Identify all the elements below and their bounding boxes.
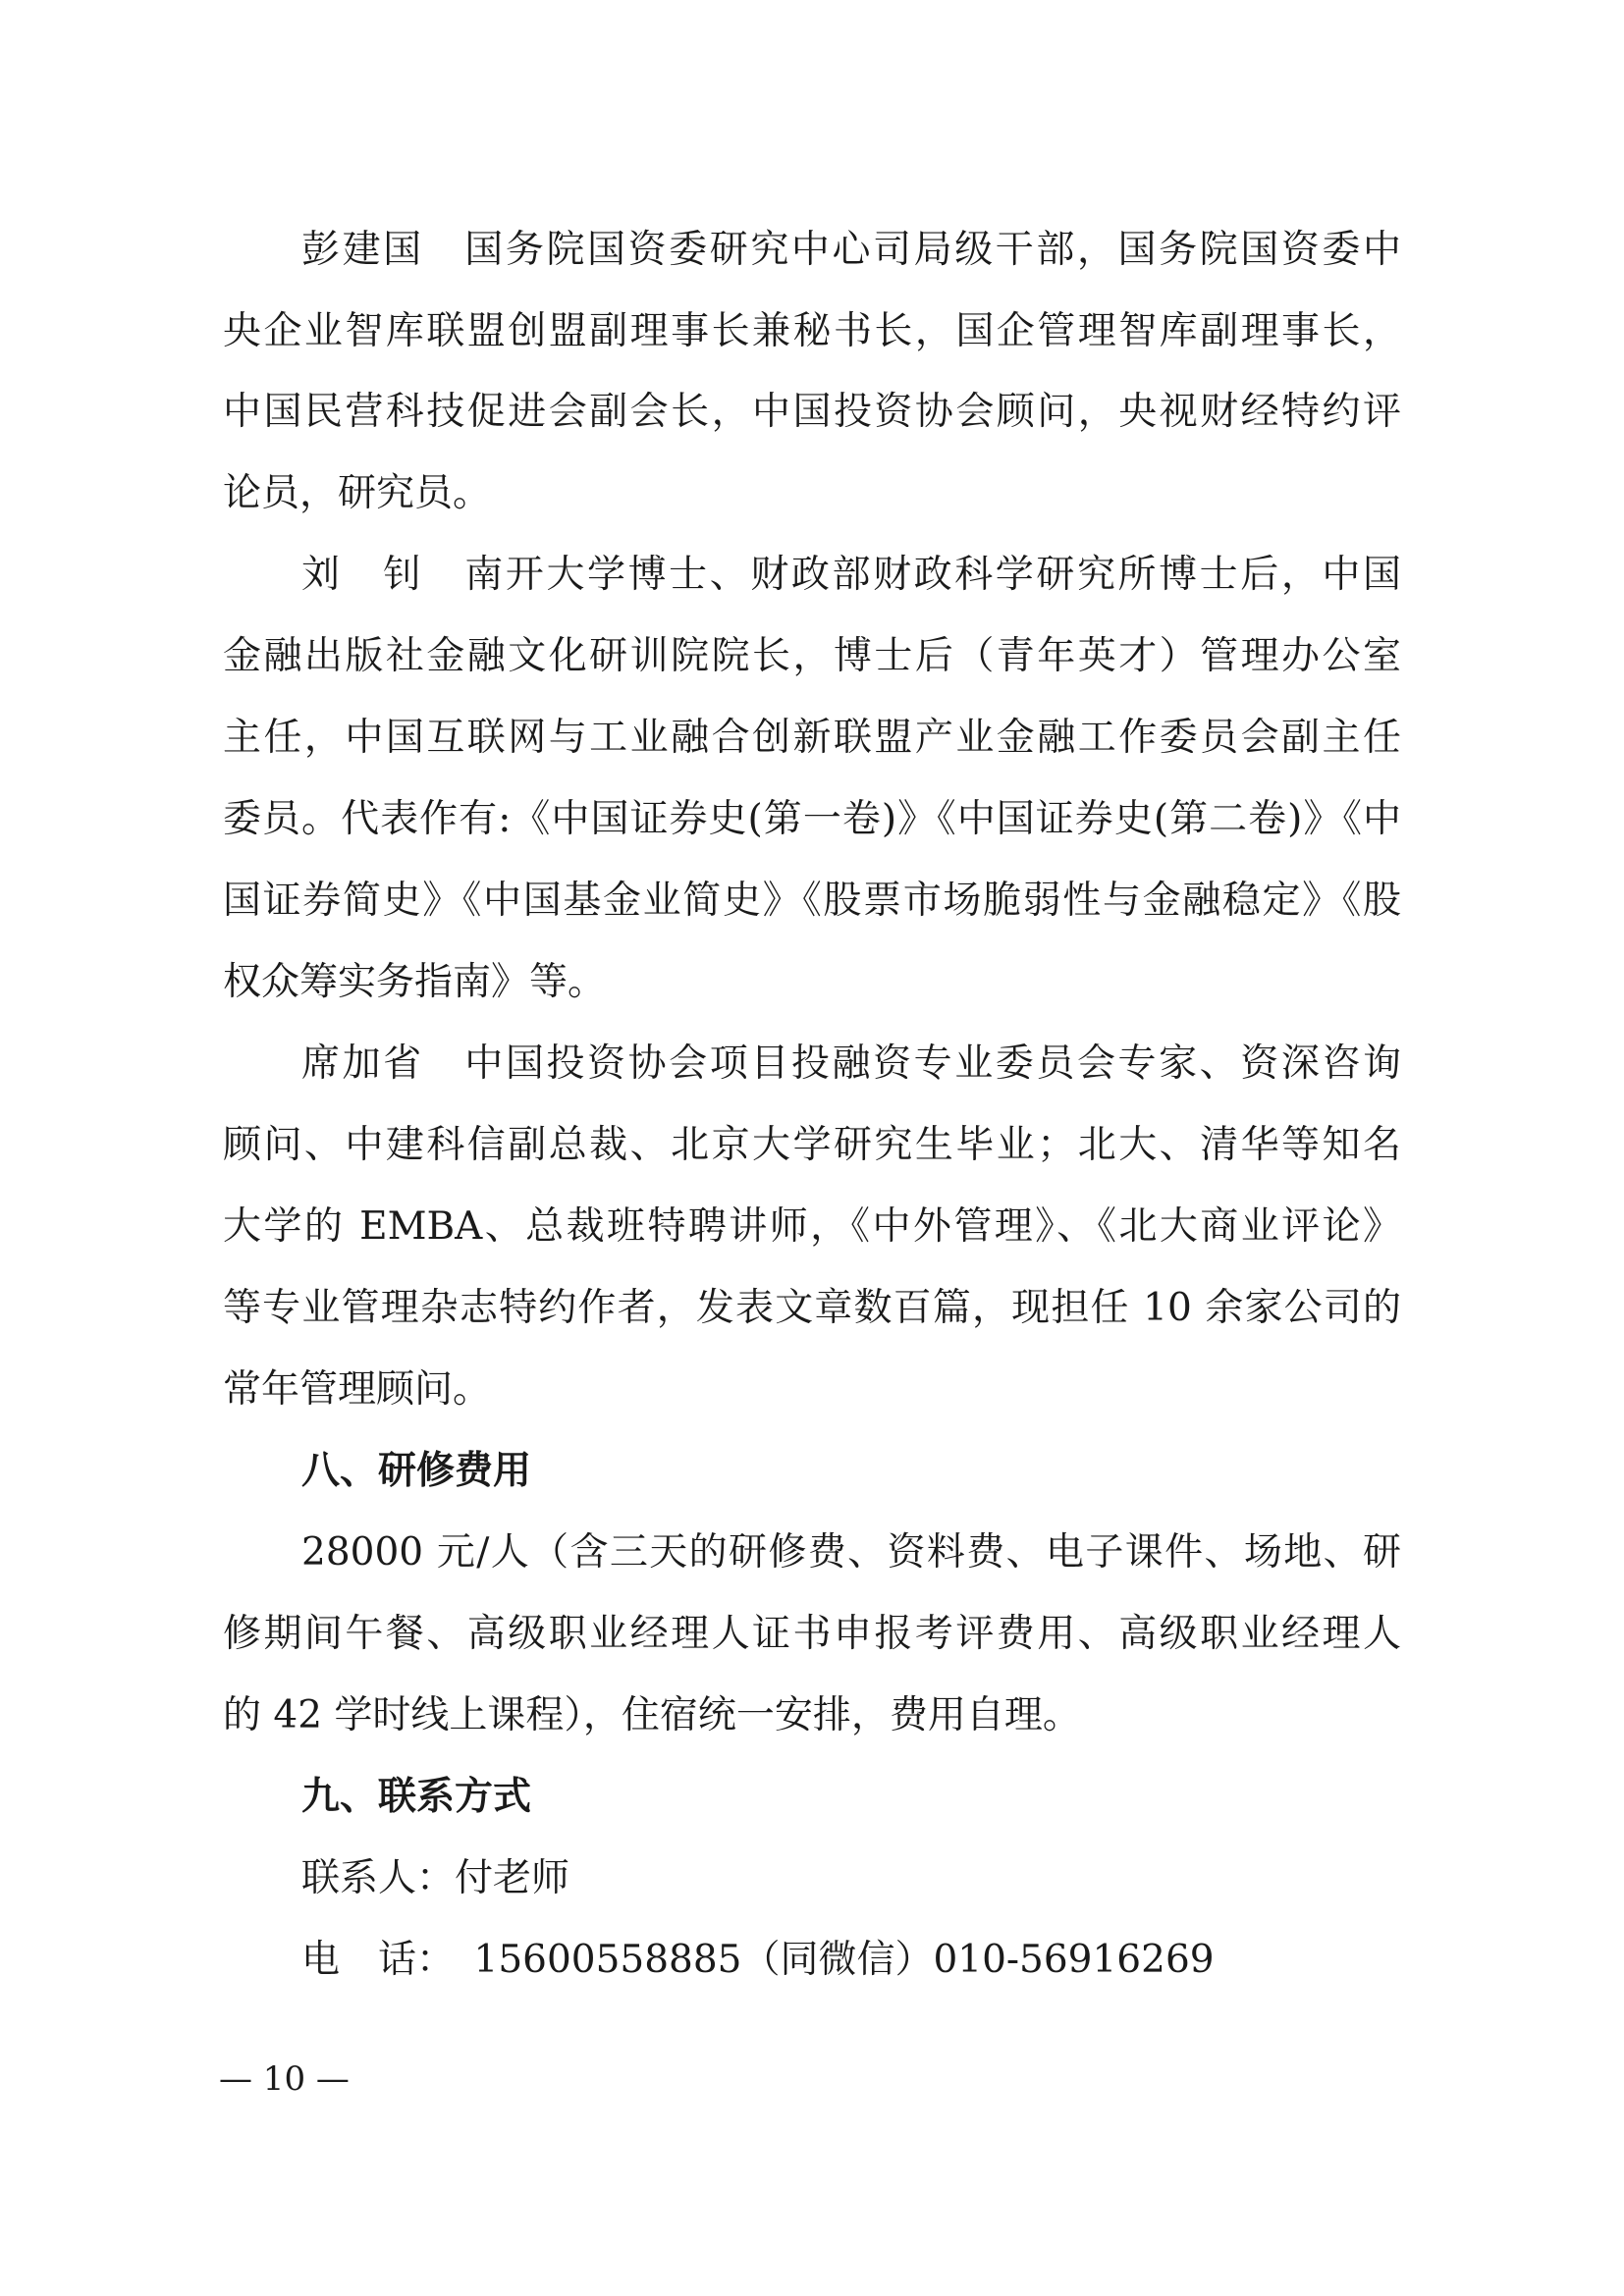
- text-line: 主任，中国互联网与工业融合创新联盟产业金融工作委员会副主任: [223, 716, 1401, 760]
- section-heading-contact: [0, 1768, 1624, 1827]
- fees-line: [0, 1605, 1624, 1664]
- text-line: 委员。代表作有:《中国证券史(第一卷)》《中国证券史(第二卷)》《中: [223, 797, 1401, 841]
- fees-line: [0, 1523, 1624, 1582]
- text-line: 大学的 EMBA、总裁班特聘讲师，《中外管理》、《北大商业评论》: [223, 1204, 1401, 1249]
- fees-line: [0, 1686, 1624, 1745]
- text-line: 顾问、中建科信副总裁、北京大学研究生毕业；北大、清华等知名: [223, 1123, 1401, 1167]
- bio-peng-line: [0, 221, 1624, 280]
- bio-peng-line: [0, 464, 1624, 523]
- contact-person: [0, 1849, 1624, 1908]
- text-line: 央企业智库联盟创盟副理事长兼秘书长，国企管理智库副理事长，: [223, 309, 1401, 353]
- bio-liu-line: [0, 709, 1624, 768]
- text-line: 修期间午餐、高级职业经理人证书申报考评费用、高级职业经理人: [223, 1612, 1401, 1656]
- bio-liu-line: [0, 790, 1624, 849]
- section-heading: 九、联系方式: [301, 1775, 532, 1819]
- text-line: 联系人：付老师: [301, 1856, 570, 1900]
- contact-phone: [0, 1931, 1624, 1990]
- text-line: 国证券简史》《中国基金业简史》《股票市场脆弱性与金融稳定》《股: [223, 879, 1401, 923]
- text-line: 金融出版社金融文化研训院院长，博士后（青年英才）管理办公室: [223, 634, 1401, 678]
- bio-peng-line: [0, 383, 1624, 442]
- text-line: 权众筹实务指南》等。: [223, 960, 607, 1004]
- text-line: 电 话： 15600558885（同微信）010-56916269: [301, 1938, 1215, 1982]
- bio-xi-line: [0, 1116, 1624, 1175]
- section-heading-fees: [0, 1442, 1624, 1501]
- text-line: 常年管理顾问。: [223, 1367, 492, 1412]
- text-line: 彭建国 国务院国资委研究中心司局级干部，国务院国资委中: [301, 228, 1401, 272]
- page-number: — 10 —: [219, 2059, 350, 2099]
- text-line: 28000 元/人（含三天的研修费、资料费、电子课件、场地、研: [301, 1530, 1401, 1575]
- bio-liu-line: [0, 627, 1624, 686]
- text-line: 中国民营科技促进会副会长，中国投资协会顾问，央视财经特约评: [223, 390, 1401, 434]
- bio-peng-line: [0, 302, 1624, 361]
- bio-xi-line: [0, 1361, 1624, 1419]
- bio-liu-line: [0, 953, 1624, 1012]
- bio-liu-line: [0, 546, 1624, 605]
- section-heading: 八、研修费用: [301, 1449, 532, 1493]
- text-line: 刘 钊 南开大学博士、财政部财政科学研究所博士后，中国: [301, 553, 1401, 597]
- bio-liu-line: [0, 872, 1624, 931]
- text-line: 等专业管理杂志特约作者，发表文章数百篇，现担任 10 余家公司的: [223, 1286, 1401, 1330]
- bio-xi-line: [0, 1198, 1624, 1256]
- text-line: 论员，研究员。: [223, 471, 492, 515]
- text-line: 席加省 中国投资协会项目投融资专业委员会专家、资深咨询: [301, 1041, 1401, 1086]
- bio-xi-line: [0, 1035, 1624, 1094]
- text-line: 的 42 学时线上课程），住宿统一安排，费用自理。: [223, 1693, 1081, 1737]
- bio-xi-line: [0, 1279, 1624, 1338]
